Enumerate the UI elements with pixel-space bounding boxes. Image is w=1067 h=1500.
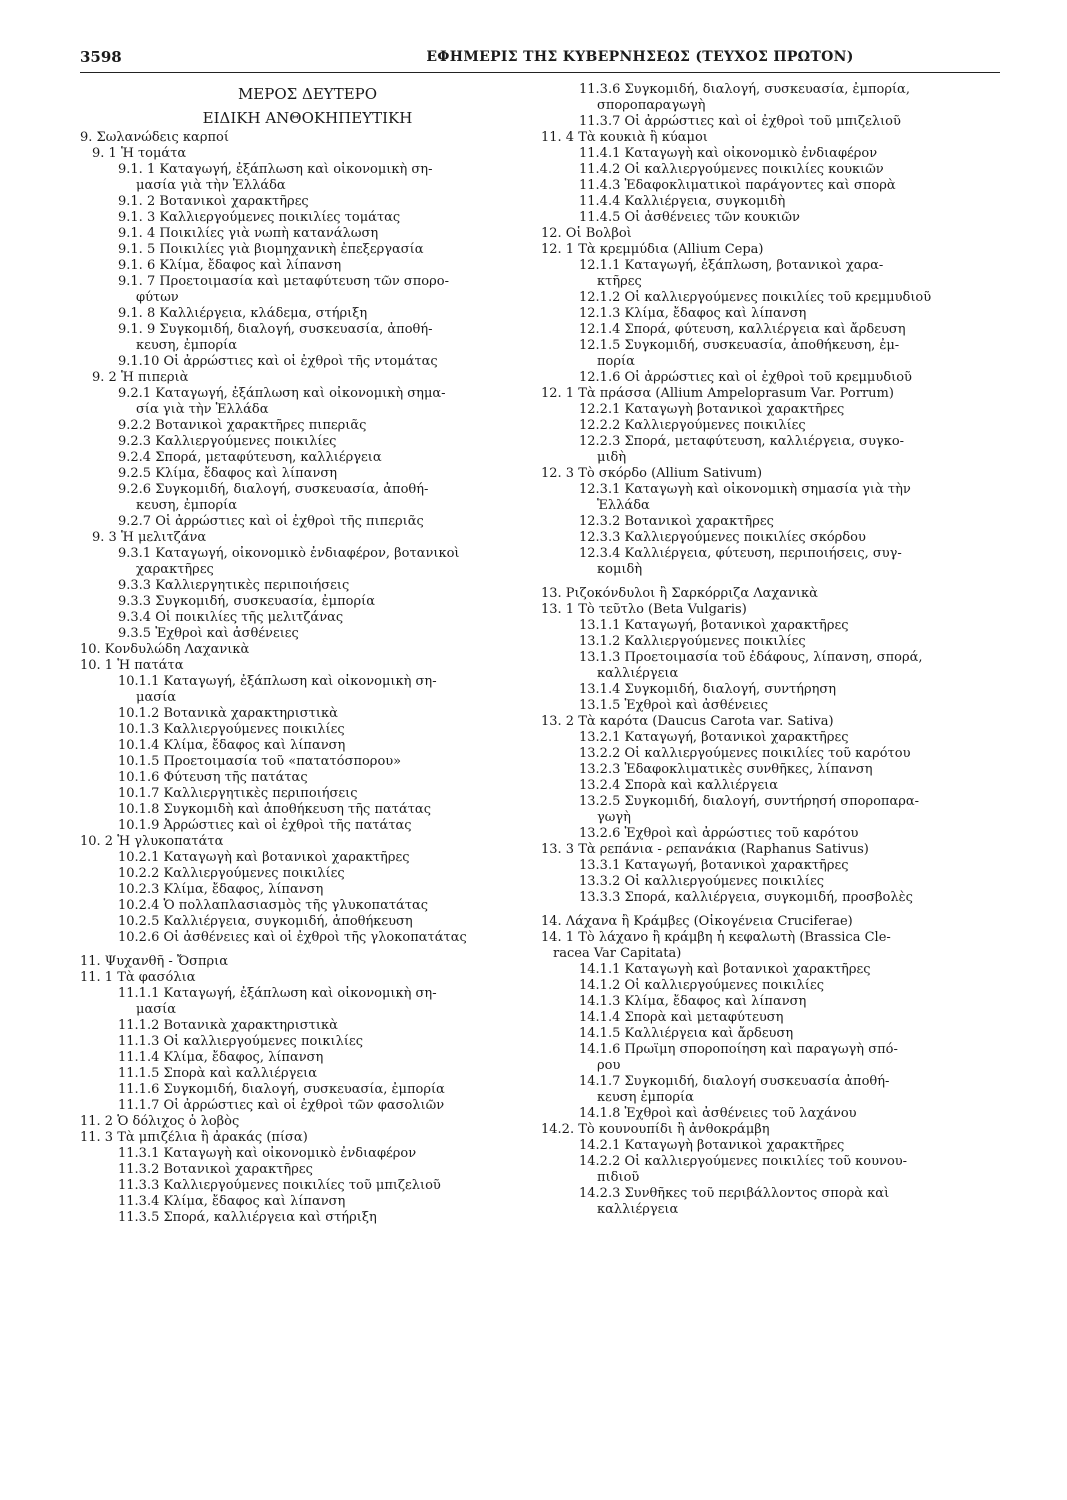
toc-entry: 13.3.3 Σπορά, καλλιέργεια, συγκομιδή, προσβολὲς xyxy=(579,890,913,905)
toc-entry: 9.2.2 Βοτανικοὶ χαρακτῆρες πιπεριᾶς xyxy=(118,418,367,433)
toc-entry: 13.1.4 Συγκομιδή, διαλογή, συντήρηση xyxy=(579,682,837,697)
toc-entry: 10.2.6 Οἱ ἀσθένειες καὶ οἱ ἐχθροὶ τῆς γλοκοπατάτας xyxy=(118,930,467,945)
left-column xyxy=(80,82,535,1226)
toc-entry: 14.2.3 Συνθῆκες τοῦ περιβάλλοντος σπορὰ καὶ xyxy=(579,1186,890,1201)
toc-entry: κευση ἐμπορία xyxy=(597,1090,694,1105)
toc-entry: 13. Ριζοκόνδυλοι ἢ Σαρκόρριζα Λαχανικὰ xyxy=(541,586,818,601)
toc-entry: κευση, ἐμπορία xyxy=(136,338,238,353)
toc-entry: 11.1.1 Καταγωγή, ἐξάπλωση καὶ οἰκονομικὴ ση- xyxy=(118,986,437,1001)
toc-entry: 9.1. 4 Ποικιλίες γιὰ νωπὴ κατανάλωση xyxy=(118,226,379,241)
toc-entry: 12.1.5 Συγκομιδή, συσκευασία, ἀποθήκευση, ἐμ- xyxy=(579,338,900,353)
toc-entry: 14.2.2 Οἱ καλλιεργούμενες ποικιλίες τοῦ κουνου- xyxy=(579,1154,908,1169)
toc-entry: 10.2.4 Ὁ πολλαπλασιασμὸς τῆς γλυκοπατάτας xyxy=(118,898,429,913)
toc-entry: 10.2.2 Καλλιεργούμενες ποικιλίες xyxy=(118,866,345,881)
toc-entry: μασία xyxy=(136,1002,176,1017)
toc-entry: 9.1. 2 Βοτανικοὶ χαρακτῆρες xyxy=(118,194,309,209)
toc-entry: 14.1.5 Καλλιέργεια καὶ ἄρδευση xyxy=(579,1026,794,1041)
toc-entry: 9.2.1 Καταγωγή, ἐξάπλωση καὶ οἰκονομικὴ σημα- xyxy=(118,386,446,401)
toc-entry: 14.2. Τὸ κουνουπίδι ἢ ἀνθοκράμβη xyxy=(541,1122,770,1137)
toc-entry: 13.1.3 Προετοιμασία τοῦ ἐδάφους, λίπανση, σπορά, xyxy=(579,650,923,665)
toc-entry: 10.2.5 Καλλιέργεια, συγκομιδή, ἀποθήκευση xyxy=(118,914,413,929)
toc-entry: 9. 3 Ἡ μελιτζάνα xyxy=(92,530,207,545)
toc-entry: 11. 4 Τὰ κουκιὰ ἢ κύαμοι xyxy=(541,130,708,145)
toc-entry: 9. 2 Ἡ πιπεριὰ xyxy=(92,370,189,385)
toc-entry: 13.3.2 Οἱ καλλιεργούμενες ποικιλίες xyxy=(579,874,825,889)
toc-entry: 9.1. 5 Ποικιλίες γιὰ βιομηχανικὴ ἐπεξεργασία xyxy=(118,242,424,257)
toc-entry: 10.1.5 Προετοιμασία τοῦ «πατατόσπορου» xyxy=(118,754,402,769)
toc-entry: 10.1.8 Συγκομιδὴ καὶ ἀποθήκευση τῆς πατάτας xyxy=(118,802,431,817)
toc-entry: 11. 2 Ὁ δόλιχος ὁ λοβὸς xyxy=(80,1114,240,1129)
toc-entry: 11.1.4 Κλίμα, ἔδαφος, λίπανση xyxy=(118,1050,324,1065)
toc-entry: 9.3.1 Καταγωγή, οἰκονομικὸ ἐνδιαφέρον, βοτανικοὶ xyxy=(118,546,460,561)
toc-entry: 14.1.3 Κλίμα, ἔδαφος καὶ λίπανση xyxy=(579,994,807,1009)
toc-entry: 12. 1 Τὰ κρεμμύδια (Allium Cepa) xyxy=(541,242,764,257)
toc-entry: 13.2.3 Ἐδαφοκλιματικὲς συνθῆκες, λίπανση xyxy=(579,762,873,777)
toc-entry: 11.4.2 Οἱ καλλιεργούμενες ποικιλίες κουκιῶν xyxy=(579,162,884,177)
toc-entry: 12. Οἱ Βολβοὶ xyxy=(541,226,632,241)
toc-entry: 9. Σωλανώδεις καρποί xyxy=(80,130,229,145)
right-column xyxy=(541,82,1003,1218)
gazette-title: ΕΦΗΜΕΡΙΣ ΤΗΣ ΚΥΒΕΡΝΗΣΕΩΣ (ΤΕΥΧΟΣ ΠΡΩΤΟΝ) xyxy=(426,49,854,65)
toc-entry: πιδιοῦ xyxy=(597,1170,640,1185)
toc-entry: πορία xyxy=(597,354,635,369)
toc-entry: 13.1.5 Ἐχθροὶ καὶ ἀσθένειες xyxy=(579,698,769,713)
toc-entry: σποροπαραγωγὴ xyxy=(597,98,706,113)
toc-entry: 10. Κονδυλώδη Λαχανικὰ xyxy=(80,642,250,657)
toc-entry: 13. 2 Τὰ καρότα (Daucus Carota var. Sativa) xyxy=(541,714,834,729)
toc-entry: 9.2.6 Συγκομιδή, διαλογή, συσκευασία, ἀποθή- xyxy=(118,482,429,497)
toc-entry: 10.1.7 Καλλιεργητικὲς περιποιήσεις xyxy=(118,786,358,801)
toc-entry: 14. 1 Τὸ λάχανο ἢ κράμβη ἡ κεφαλωτὴ (Brassica Cle- xyxy=(541,930,891,945)
toc-entry: 10.1.1 Καταγωγή, ἐξάπλωση καὶ οἰκονομικὴ ση- xyxy=(118,674,437,689)
toc-entry: μασία xyxy=(136,690,176,705)
toc-entry: 9.1. 8 Καλλιέργεια, κλάδεμα, στήριξη xyxy=(118,306,368,321)
toc-entry: 14.1.4 Σπορὰ καὶ μεταφύτευση xyxy=(579,1010,784,1025)
toc-entry: 12.2.2 Καλλιεργούμενες ποικιλίες xyxy=(579,418,806,433)
toc-entry: 13.1.1 Καταγωγή, βοτανικοὶ χαρακτῆρες xyxy=(579,618,849,633)
toc-entry: 11. 3 Τὰ μπιζέλια ἢ ἀρακάς (πίσα) xyxy=(80,1130,308,1145)
toc-entry: 14.1.2 Οἱ καλλιεργούμενες ποικιλίες xyxy=(579,978,825,993)
toc-entry: 12. 1 Τὰ πράσσα (Allium Ampeloprasum Var. Porrum) xyxy=(541,386,894,401)
toc-entry: 12.3.4 Καλλιέργεια, φύτευση, περιποιήσεις, συγ- xyxy=(579,546,902,561)
toc-entry: μασία γιὰ τὴν Ἑλλάδα xyxy=(136,178,286,193)
toc-entry: 13.2.5 Συγκομιδή, διαλογή, συντήρησή σποροπαρα- xyxy=(579,794,920,809)
toc-entry: 9.1. 9 Συγκομιδή, διαλογή, συσκευασία, ἀποθή- xyxy=(118,322,433,337)
toc-entry: 14.1.6 Πρωϊμη σποροποίηση καὶ παραγωγὴ σπό- xyxy=(579,1042,898,1057)
toc-entry: 13. 3 Τὰ ρεπάνια - ρεπανάκια (Raphanus Sativus) xyxy=(541,842,869,857)
toc-entry: 12.1.1 Καταγωγή, ἐξάπλωση, βοτανικοὶ χαρα- xyxy=(579,258,884,273)
toc-entry: 11.4.4 Καλλιέργεια, συγκομιδὴ xyxy=(579,194,786,209)
toc-entry: 10.2.1 Καταγωγὴ καὶ βοτανικοὶ χαρακτῆρες xyxy=(118,850,410,865)
toc-entry: 11.3.1 Καταγωγὴ καὶ οἰκονομικὸ ἐνδιαφέρον xyxy=(118,1146,417,1161)
toc-entry: φύτων xyxy=(136,290,179,305)
toc-entry: κτῆρες xyxy=(597,274,642,289)
page-header xyxy=(80,40,1000,73)
toc-entry: 14.1.8 Ἐχθροὶ καὶ ἀσθένειες τοῦ λαχάνου xyxy=(579,1106,857,1121)
toc-entry: 9.1. 1 Καταγωγή, ἐξάπλωση καὶ οἰκονομικὴ ση- xyxy=(118,162,433,177)
toc-entry: 12.3.2 Βοτανικοὶ χαρακτῆρες xyxy=(579,514,774,529)
page-number: 3598 xyxy=(80,48,122,66)
toc-entry: 14.1.1 Καταγωγὴ καὶ βοτανικοὶ χαρακτῆρες xyxy=(579,962,871,977)
toc-entry: 10.1.3 Καλλιεργούμενες ποικιλίες xyxy=(118,722,345,737)
toc-entry: 9.2.5 Κλίμα, ἔδαφος καὶ λίπανση xyxy=(118,466,338,481)
toc-entry: 14. Λάχανα ἢ Κράμβες (Οἰκογένεια Cruciferae) xyxy=(541,914,853,929)
toc-entry: 11.1.2 Βοτανικὰ χαρακτηριστικὰ xyxy=(118,1018,338,1033)
toc-entry: 10. 2 Ἡ γλυκοπατάτα xyxy=(80,834,224,849)
toc-entry: 9.3.4 Οἱ ποικιλίες τῆς μελιτζάνας xyxy=(118,610,344,625)
toc-entry: 12.3.3 Καλλιεργούμενες ποικιλίες σκόρδου xyxy=(579,530,866,545)
toc-entry: 10.1.4 Κλίμα, ἔδαφος καὶ λίπανση xyxy=(118,738,346,753)
toc-entry: 9.2.4 Σπορά, μεταφύτευση, καλλιέργεια xyxy=(118,450,382,465)
toc-entry: 11.1.6 Συγκομιδή, διαλογή, συσκευασία, ἐμπορία xyxy=(118,1082,445,1097)
toc-entry: 11.1.3 Οἱ καλλιεργούμενες ποικιλίες xyxy=(118,1034,364,1049)
toc-entry: 14.1.7 Συγκομιδή, διαλογή συσκευασία ἀποθή- xyxy=(579,1074,890,1089)
toc-entry: 12.1.6 Οἱ ἀρρώστιες καὶ οἱ ἐχθροὶ τοῦ κρεμμυδιοῦ xyxy=(579,370,912,385)
toc-entry: 12.1.2 Οἱ καλλιεργούμενες ποικιλίες τοῦ κρεμμυδιοῦ xyxy=(579,290,932,305)
toc-entry: 13.2.2 Οἱ καλλιεργούμενες ποικιλίες τοῦ καρότου xyxy=(579,746,911,761)
toc-entry: 11.3.6 Συγκομιδή, διαλογή, συσκευασία, ἐμπορία, xyxy=(579,82,910,97)
toc-entry: 9.3.3 Καλλιεργητικὲς περιποιήσεις xyxy=(118,578,350,593)
toc-entry: ρου xyxy=(597,1058,621,1073)
toc-entry: 11.4.1 Καταγωγὴ καὶ οἰκονομικὸ ἐνδιαφέρον xyxy=(579,146,878,161)
toc-entry: 9.2.3 Καλλιεργούμενες ποικιλίες xyxy=(118,434,337,449)
toc-entry: 9.3.5 Ἐχθροὶ καὶ ἀσθένειες xyxy=(118,626,299,641)
toc-entry: 11. Ψυχανθῆ - Ὄσπρια xyxy=(80,954,229,969)
toc-entry: 13.3.1 Καταγωγή, βοτανικοὶ χαρακτῆρες xyxy=(579,858,849,873)
toc-entry: 12.2.3 Σπορά, μεταφύτευση, καλλιέργεια, συγκο- xyxy=(579,434,905,449)
toc-entry: 9.1. 6 Κλίμα, ἔδαφος καὶ λίπανση xyxy=(118,258,342,273)
toc-entry: racea Var Capitata) xyxy=(553,946,682,961)
toc-entry: 10.1.6 Φύτευση τῆς πατάτας xyxy=(118,770,308,785)
toc-entry: 14.2.1 Καταγωγὴ βοτανικοὶ χαρακτῆρες xyxy=(579,1138,845,1153)
toc-entry: 12. 3 Τὸ σκόρδο (Allium Sativum) xyxy=(541,466,763,481)
toc-entry: 11.1.5 Σπορὰ καὶ καλλιέργεια xyxy=(118,1066,317,1081)
toc-entry: 12.1.3 Κλίμα, ἔδαφος καὶ λίπανση xyxy=(579,306,807,321)
toc-entry: κευση, ἐμπορία xyxy=(136,498,238,513)
toc-entry: 13. 1 Τὸ τεῦτλο (Beta Vulgaris) xyxy=(541,602,747,617)
toc-entry: 9. 1 Ἡ τομάτα xyxy=(92,146,187,161)
toc-entry: χαρακτῆρες xyxy=(136,562,214,577)
toc-entry: 11.1.7 Οἱ ἀρρώστιες καὶ οἱ ἐχθροὶ τῶν φασολιῶν xyxy=(118,1098,445,1113)
toc-entry: κομιδὴ xyxy=(597,562,643,577)
toc-entry: 11. 1 Τὰ φασόλια xyxy=(80,970,196,985)
toc-entry: 11.4.3 Ἐδαφοκλιματικοὶ παράγοντες καὶ σπορὰ xyxy=(579,178,896,193)
toc-entry: καλλιέργεια xyxy=(597,666,679,681)
toc-entry: 10.1.9 Ἀρρώστιες καὶ οἱ ἐχθροὶ τῆς πατάτας xyxy=(118,818,412,833)
toc-entry: σία γιὰ τὴν Ἑλλάδα xyxy=(136,402,269,417)
toc-entry: 11.3.5 Σπορά, καλλιέργεια καὶ στήριξη xyxy=(118,1210,377,1225)
toc-entry: 13.2.4 Σπορὰ καὶ καλλιέργεια xyxy=(579,778,778,793)
toc-entry: μιδὴ xyxy=(597,450,627,465)
toc-entry: 9.1.10 Οἱ ἀρρώστιες καὶ οἱ ἐχθροὶ τῆς ντομάτας xyxy=(118,354,438,369)
toc-entry: 9.1. 3 Καλλιεργούμενες ποικιλίες τομάτας xyxy=(118,210,401,225)
toc-entry: 12.3.1 Καταγωγὴ καὶ οἰκονομικὴ σημασία γιὰ τὴν xyxy=(579,482,911,497)
toc-entry: 9.2.7 Οἱ ἀρρώστιες καὶ οἱ ἐχθροὶ τῆς πιπεριᾶς xyxy=(118,514,424,529)
toc-entry: 9.1. 7 Προετοιμασία καὶ μεταφύτευση τῶν σπορο- xyxy=(118,274,449,289)
toc-entry: 13.2.1 Καταγωγή, βοτανικοὶ χαρακτῆρες xyxy=(579,730,849,745)
toc-entry: 11.3.2 Βοτανικοὶ χαρακτῆρες xyxy=(118,1162,313,1177)
toc-entry: 9.3.3 Συγκομιδή, συσκευασία, ἐμπορία xyxy=(118,594,375,609)
toc-entry: 12.1.4 Σπορά, φύτευση, καλλιέργεια καὶ ἄρδευση xyxy=(579,322,906,337)
section-title: ΜΕΡΟΣ ΔΕΥΤΕΡΟ xyxy=(237,85,378,103)
toc-entry: γωγὴ xyxy=(597,810,631,825)
toc-entry: 10.2.3 Κλίμα, ἔδαφος, λίπανση xyxy=(118,882,324,897)
toc-entry: 11.3.7 Οἱ ἀρρώστιες καὶ οἱ ἐχθροὶ τοῦ μπιζελιοῦ xyxy=(579,114,901,129)
toc-entry: 13.1.2 Καλλιεργούμενες ποικιλίες xyxy=(579,634,806,649)
toc-entry: 10.1.2 Βοτανικὰ χαρακτηριστικὰ xyxy=(118,706,338,721)
section-title: ΕΙΔΙΚΗ ΑΝΘΟΚΗΠΕΥΤΙΚΗ xyxy=(202,109,413,127)
toc-entry: 13.2.6 Ἐχθροὶ καὶ ἀρρώστιες τοῦ καρότου xyxy=(579,826,859,841)
toc-entry: 11.3.4 Κλίμα, ἔδαφος καὶ λίπανση xyxy=(118,1194,346,1209)
toc-entry: καλλιέργεια xyxy=(597,1202,679,1217)
toc-entry: 11.3.3 Καλλιεργούμενες ποικιλίες τοῦ μπιζελιοῦ xyxy=(118,1178,441,1193)
toc-entry: 10. 1 Ἡ πατάτα xyxy=(80,658,184,673)
toc-entry: Ἑλλάδα xyxy=(597,498,650,513)
toc-entry: 11.4.5 Οἱ ἀσθένειες τῶν κουκιῶν xyxy=(579,210,800,225)
toc-entry: 12.2.1 Καταγωγὴ βοτανικοὶ χαρακτῆρες xyxy=(579,402,845,417)
